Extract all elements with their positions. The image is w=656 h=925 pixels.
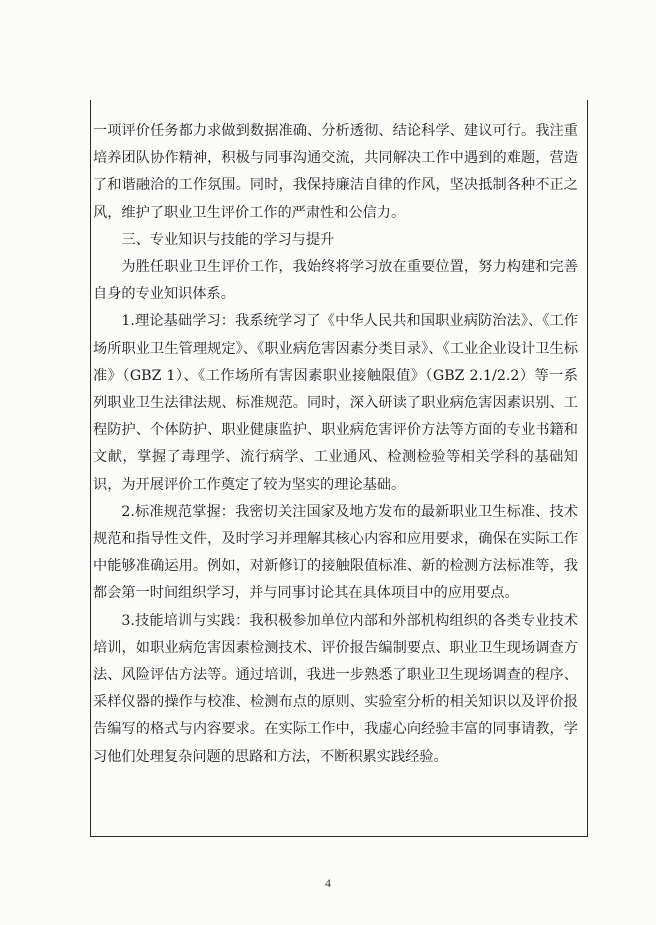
paragraph-intro: 为胜任职业卫生评价工作，我始终将学习放在重要位置，努力构建和完善自身的专业知识体系。 (93, 259, 578, 303)
paragraph-standards: 2.标准规范掌握：我密切关注国家及地方发布的最新职业卫生标准、技术规范和指导性文件，及时学习并理解其核心内容和应用要求，确保在实际工作中能够准确运用。例如，对新修订的接触限值标准、新的检测方法标准等，我都会第一时间组织学习，并与同事讨论其在具体项目中的应用要点。 (93, 503, 578, 602)
page-number: 4 (325, 876, 331, 890)
paragraph-training: 3.技能培训与实践：我积极参加单位内部和外部机构组织的各类专业技术培训，如职业病危害因素检测技术、评价报告编制要点、职业卫生现场调查方法、风险评估方法等。通过培训，我进一步熟悉了职业卫生现场调查的程序、采样仪器的操作与校准、检测布点的原则、实验室分析的相关知识以及评价报告编写的格式与内容要求。在实际工作中，我虚心向经验丰富的同事请教，学习他们处理复杂问题的思路和方法，不断积累实践经验。 (93, 612, 578, 765)
paragraph-theory: 1.理论基础学习：我系统学习了《中华人民共和国职业病防治法》、《工作场所职业卫生管理规定》、《职业病危害因素分类目录》、《工业企业设计卫生标准》（GBZ 1）、《工作场所有害因素职业接触限值》（GBZ 2.1/2.2）等一系列职业卫生法律法规、标准规范。同时，深入研读了职业病危害因素识别、工程防护、个体防护、职业健康监护、职业病危害评价方法等方面的专业书籍和文献，掌握了毒理学、流行病学、工业通风、检测检验等相关学科的基础知识，为开展评价工作奠定了较为坚实的理论基础。 (93, 313, 578, 493)
document-body (93, 118, 578, 771)
section-heading: 三、专业知识与技能的学习与提升 (121, 231, 335, 248)
paragraph-continuation: 一项评价任务都力求做到数据准确、分析透彻、结论科学、建议可行。我注重培养团队协作精神，积极与同事沟通交流，共同解决工作中遇到的难题，营造了和谐融洽的工作氛围。同时，我保持廉洁自律的作风，坚决抵制各种不正之风，维护了职业卫生评价工作的严肃性和公信力。 (93, 123, 578, 221)
